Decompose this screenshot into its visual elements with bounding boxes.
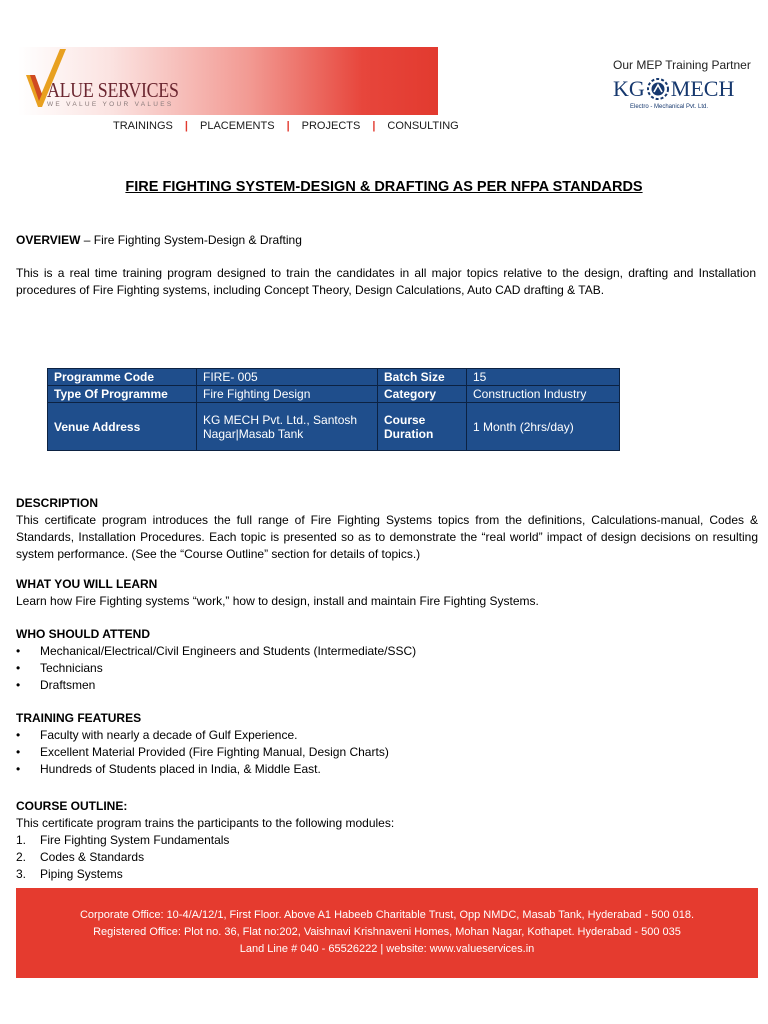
page-title: FIRE FIGHTING SYSTEM-DESIGN & DRAFTING AS PER NFPA STANDARDS bbox=[125, 179, 643, 195]
footer-contact: Land Line # 040 - 65526222 | website: www.valueservices.in bbox=[239, 943, 535, 955]
table-row bbox=[48, 386, 620, 403]
table-key: Category bbox=[378, 386, 467, 403]
list-item: • Excellent Material Provided (Fire Fighting Manual, Design Charts) bbox=[16, 744, 758, 761]
nav-consulting[interactable]: CONSULTING bbox=[387, 120, 459, 132]
attend-list bbox=[16, 643, 758, 694]
table-value: Fire Fighting Design bbox=[197, 386, 378, 403]
nav-separator: | bbox=[286, 120, 290, 132]
list-item bbox=[16, 849, 758, 866]
nav-placements[interactable]: PLACEMENTS bbox=[199, 120, 275, 132]
features-section bbox=[16, 710, 758, 778]
outline-intro: This certificate program trains the participants to the following modules: bbox=[16, 816, 395, 830]
description-section bbox=[16, 495, 758, 563]
nav-separator: | bbox=[372, 120, 376, 132]
table-key: Type Of Programme bbox=[48, 386, 197, 403]
item-number: 1. bbox=[16, 833, 27, 847]
nav-separator: | bbox=[184, 120, 188, 132]
list-item bbox=[16, 866, 758, 883]
features-list bbox=[16, 727, 758, 778]
list-item: • Technicians bbox=[16, 660, 758, 677]
table-key: Programme Code bbox=[48, 369, 197, 386]
item-text: Codes & Standards bbox=[40, 850, 145, 864]
description-text: This certificate program introduces the full range of Fire Fighting Systems topics from the definitions, Calculations-manual, Codes & Standards, Installation Procedures. Each topic is presented so as to demonstrate the “real world” impact of design decisions on resulting system performance. (See the “Course Outline” section for details of topics.) bbox=[16, 513, 758, 561]
table-key: Batch Size bbox=[378, 369, 467, 386]
learn-section bbox=[16, 576, 758, 610]
footer-registered-address: Registered Office: Plot no. 36, Flat no:202, Vaishnavi Krishnaveni Homes, Mohan Nagar, Kothapet. Hyderabad - 500 035 bbox=[93, 926, 681, 938]
table-value: Construction Industry bbox=[467, 386, 620, 403]
learn-heading: WHAT YOU WILL LEARN bbox=[16, 577, 158, 591]
logo-tagline: WE VALUE YOUR VALUES bbox=[47, 101, 174, 108]
item-number: 2. bbox=[16, 850, 27, 864]
item-number: 3. bbox=[16, 867, 27, 881]
table-row bbox=[48, 369, 620, 386]
nav-projects[interactable]: PROJECTS bbox=[301, 120, 361, 132]
top-navigation bbox=[113, 120, 459, 132]
table-value: 1 Month (2hrs/day) bbox=[467, 403, 620, 451]
programme-info-table bbox=[47, 368, 620, 451]
table-row bbox=[48, 403, 620, 451]
item-text: Fire Fighting System Fundamentals bbox=[40, 833, 230, 847]
overview-line bbox=[16, 233, 302, 247]
description-heading: DESCRIPTION bbox=[16, 496, 99, 510]
attend-section bbox=[16, 626, 758, 694]
list-item: • Hundreds of Students placed in India, & Middle East. bbox=[16, 761, 758, 778]
learn-text: Learn how Fire Fighting systems “work,” how to design, install and maintain Fire Fighting Systems. bbox=[16, 594, 539, 608]
intro-paragraph: This is a real time training program designed to train the candidates in all major topics relative to the design, drafting and Installation procedures of Fire Fighting systems, including Concept Theory, Design Calculations, Auto CAD drafting & TAB. bbox=[16, 266, 756, 297]
footer-corporate-address: Corporate Office: 10-4/A/12/1, First Floor. Above A1 Habeeb Charitable Trust, Opp NMDC, Masab Tank, Hyderabad - 500 018. bbox=[79, 909, 695, 921]
list-item bbox=[16, 832, 758, 849]
kg-logo-left: KG bbox=[613, 76, 645, 101]
list-item: • Faculty with nearly a decade of Gulf Experience. bbox=[16, 727, 758, 744]
kg-logo-right: MECH bbox=[670, 76, 735, 101]
nav-trainings[interactable]: TRAININGS bbox=[113, 120, 173, 132]
item-text: Piping Systems bbox=[40, 867, 123, 881]
partner-subtitle: Electro - Mechanical Pvt. Ltd. bbox=[630, 104, 709, 110]
list-item: • Mechanical/Electrical/Civil Engineers and Students (Intermediate/SSC) bbox=[16, 643, 758, 660]
gear-icon bbox=[646, 77, 670, 101]
kg-mech-logo bbox=[613, 76, 734, 102]
features-heading: TRAINING FEATURES bbox=[16, 711, 142, 725]
table-key: Venue Address bbox=[48, 403, 197, 451]
table-value: FIRE- 005 bbox=[197, 369, 378, 386]
partner-label: Our MEP Training Partner bbox=[613, 58, 751, 72]
table-value: 15 bbox=[467, 369, 620, 386]
footer-banner bbox=[16, 888, 758, 978]
overview-text: – Fire Fighting System-Design & Drafting bbox=[80, 233, 302, 247]
outline-heading: COURSE OUTLINE: bbox=[16, 799, 128, 813]
outline-list bbox=[16, 832, 758, 883]
attend-heading: WHO SHOULD ATTEND bbox=[16, 627, 150, 641]
overview-label: OVERVIEW bbox=[16, 233, 81, 247]
list-item: • Draftsmen bbox=[16, 677, 758, 694]
logo-name: ALUE SERVICES bbox=[47, 78, 179, 102]
outline-section bbox=[16, 798, 758, 883]
table-value: KG MECH Pvt. Ltd., Santosh Nagar|Masab Tank bbox=[197, 403, 378, 451]
table-key: Course Duration bbox=[378, 403, 467, 451]
